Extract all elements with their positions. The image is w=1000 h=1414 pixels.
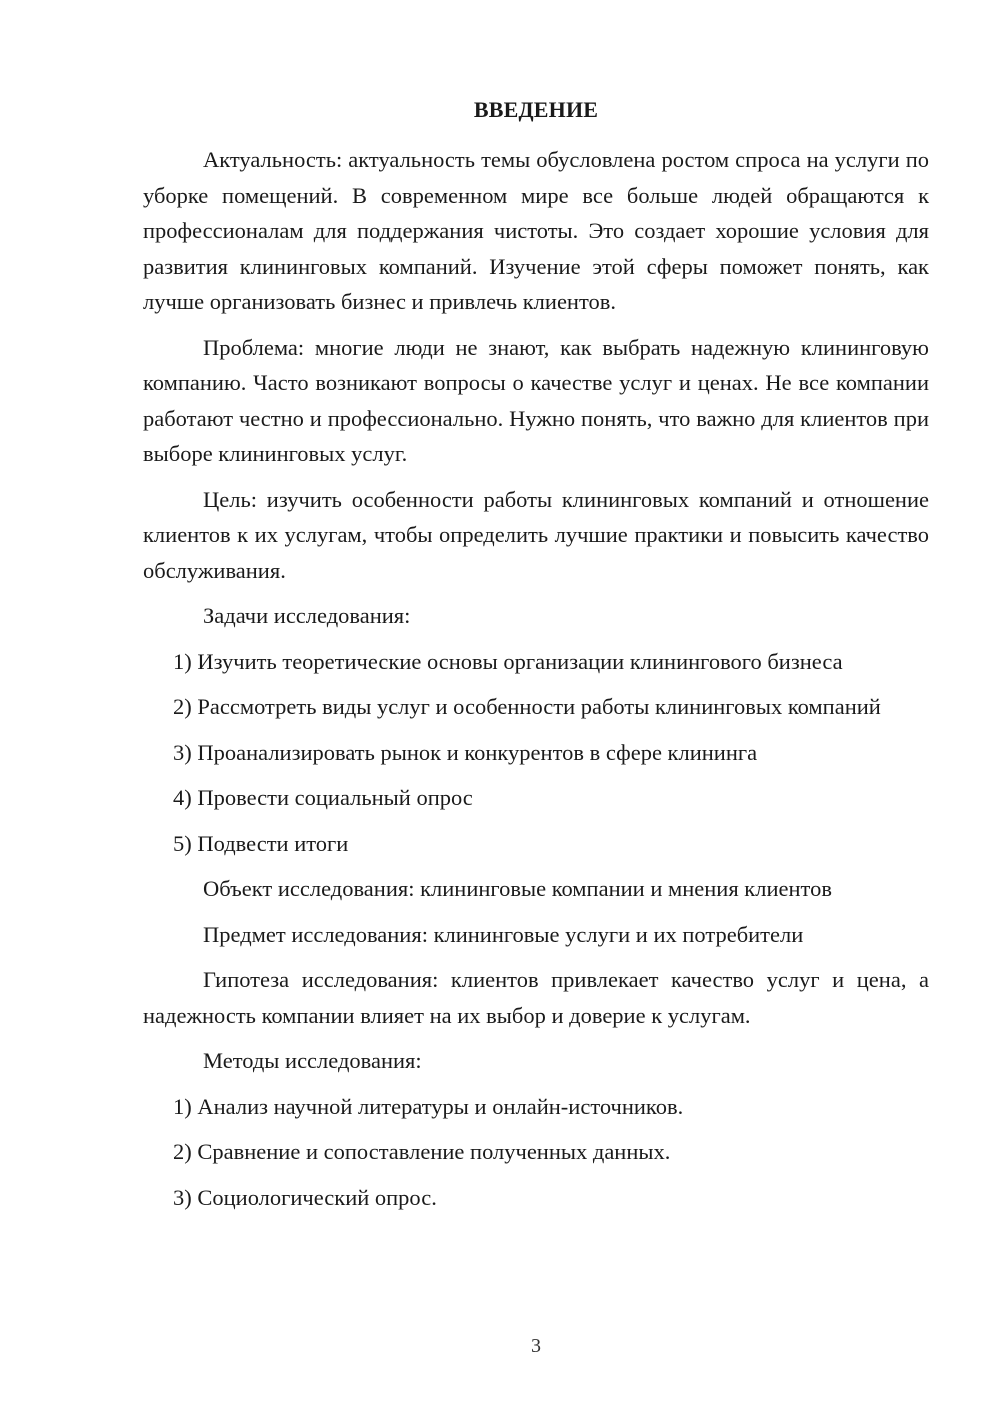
method-item-1: 1) Анализ научной литературы и онлайн-источников. (173, 1093, 684, 1119)
paragraph-goal: Цель: изучить особенности работы клининговых компаний и отношение клиентов к их услугам, чтобы определить лучшие практики и повысить качество обслуживания. (143, 486, 929, 583)
tasks-heading: Задачи исследования: (203, 603, 411, 628)
task-item-5: 5) Подвести итоги (173, 830, 349, 856)
paragraph-hypothesis: Гипотеза исследования: клиентов привлекает качество услуг и цена, а надежность компании влияет на их выбор и доверие к услугам. (143, 967, 929, 1028)
paragraph-object: Объект исследования: клининговые компании и мнения клиентов (203, 876, 832, 901)
document-body (143, 142, 929, 1225)
task-item-1: 1) Изучить теоретические основы организации клинингового бизнеса (173, 648, 843, 674)
method-item-3: 3) Социологический опрос. (173, 1184, 437, 1210)
page-number: 3 (531, 1335, 541, 1357)
methods-heading: Методы исследования: (203, 1048, 422, 1073)
paragraph-relevance: Актуальность: актуальность темы обусловлена ростом спроса на услуги по уборке помещений. В современном мире все больше людей обращаются к профессионалам для поддержания чистоты. Это создает хорошие условия для развития клининговых компаний. Изучение этой сферы поможет понять, как лучше организовать бизнес и привлечь клиентов. (143, 147, 929, 314)
section-title: ВВЕДЕНИЕ (473, 97, 599, 122)
task-item-2: 2) Рассмотреть виды услуг и особенности работы клининговых компаний (173, 694, 881, 719)
method-item-2: 2) Сравнение и сопоставление полученных данных. (173, 1139, 671, 1164)
task-item-4: 4) Провести социальный опрос (173, 785, 473, 810)
paragraph-subject: Предмет исследования: клининговые услуги и их потребители (203, 921, 804, 947)
task-item-3: 3) Проанализировать рынок и конкурентов в сфере клининга (173, 739, 758, 765)
paragraph-problem: Проблема: многие люди не знают, как выбрать надежную клининговую компанию. Часто возникают вопросы о качестве услуг и ценах. Не все компании работают честно и профессионально. Нужно понять, что важно для клиентов при выборе клининговых услуг. (143, 334, 929, 466)
